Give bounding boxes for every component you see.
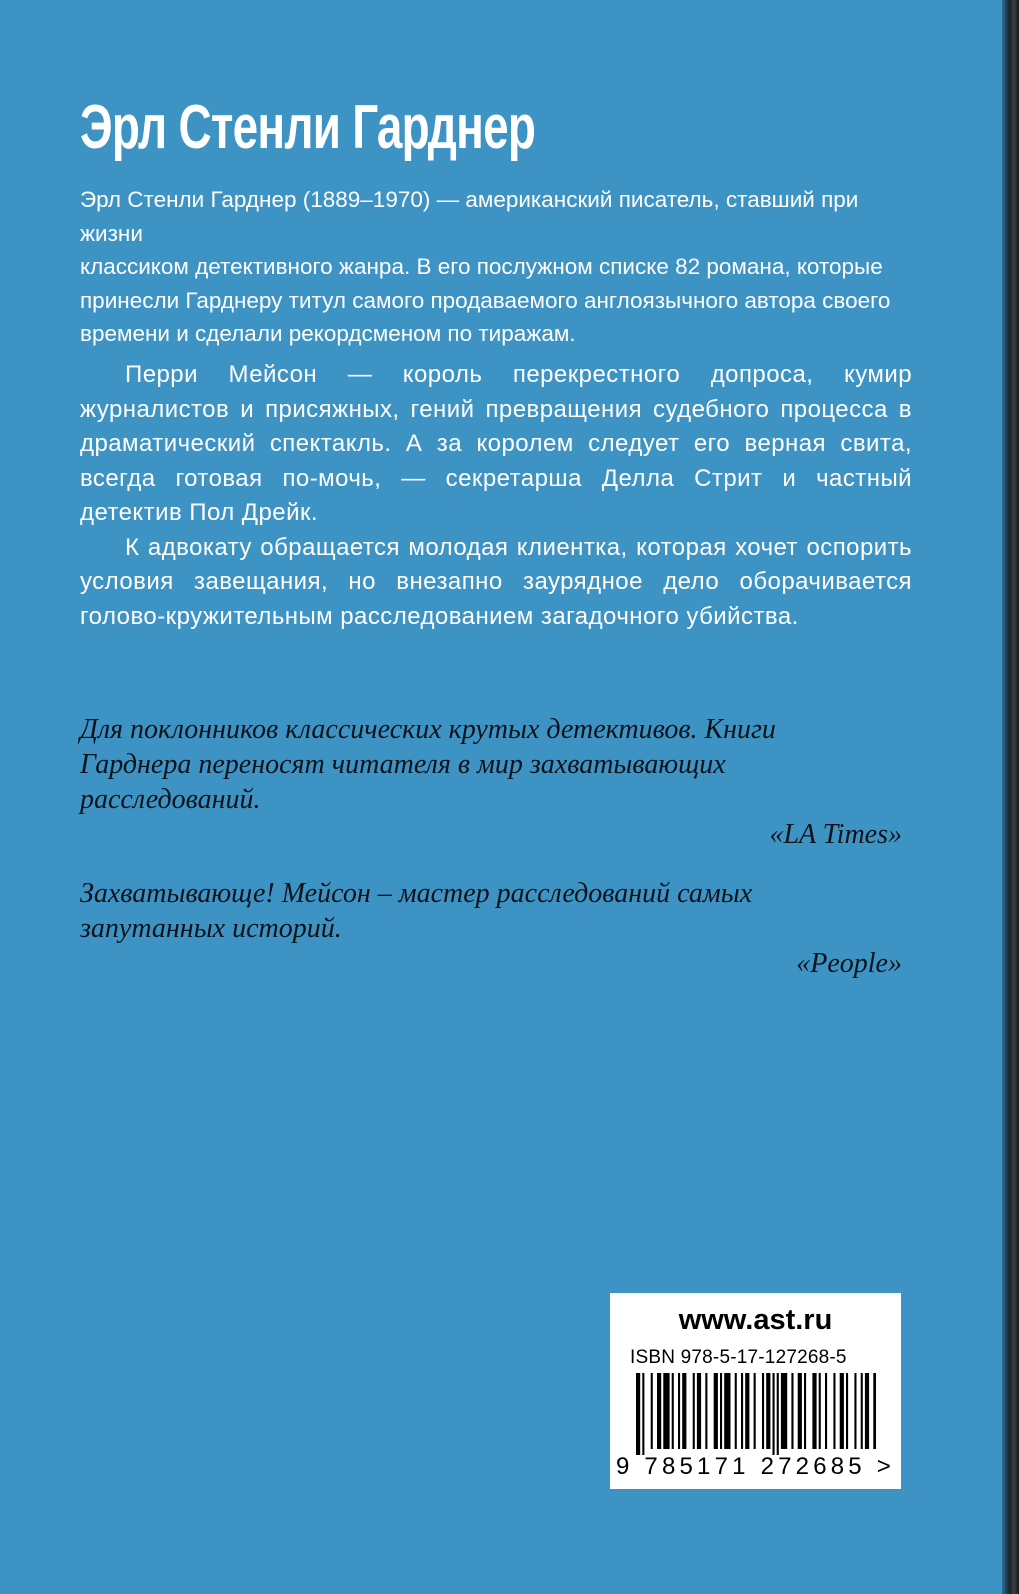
author-title: Эрл Стенли Гарднер xyxy=(80,93,536,162)
barcode-bar xyxy=(754,1373,756,1449)
barcode-bar xyxy=(705,1373,707,1449)
barcode-bar xyxy=(773,1373,775,1455)
barcode-bar xyxy=(781,1373,787,1449)
barcode-bar xyxy=(766,1373,770,1449)
barcode-bar xyxy=(745,1373,749,1449)
review-quote xyxy=(80,712,910,852)
barcode-bar xyxy=(777,1373,779,1455)
review-quote xyxy=(80,876,910,981)
quote-text: Захватывающе! Мейсон – мастер расследований самых запутанных историй. xyxy=(80,878,753,944)
quote-text: Для поклонников классических крутых детективов. Книги Гарднера переносят читателя в мир захватывающих расследований. xyxy=(80,714,776,815)
publisher-website: www.ast.ru xyxy=(678,1304,833,1336)
cover-edge-strip xyxy=(1002,0,1019,1594)
isbn-number: ISBN 978-5-17-127268-5 xyxy=(630,1347,847,1368)
barcode-bar xyxy=(833,1373,835,1449)
barcode-bar xyxy=(682,1373,686,1449)
synopsis-paragraph: Перри Мейсон — король перекрестного допроса, кумир журналистов и присяжных, гений превращения судебного процесса в драматический спектакль. А за королем следует его верная свита, всегда готовая по-мочь, — секретарша Делла Стрит и частный детектив Пол Дрейк. xyxy=(80,361,912,526)
book-synopsis xyxy=(80,358,912,634)
barcode-bar xyxy=(724,1373,730,1449)
barcode-panel xyxy=(610,1293,901,1489)
barcode-bar xyxy=(672,1373,674,1449)
barcode-bar xyxy=(825,1373,827,1449)
barcode-bar xyxy=(865,1373,869,1449)
quote-source: «LA Times» xyxy=(769,819,902,850)
barcode-digits: 9 785171 272685 > xyxy=(616,1453,895,1480)
barcode-bar xyxy=(642,1373,644,1455)
barcode-bar xyxy=(798,1373,802,1449)
barcode-bar xyxy=(693,1373,695,1449)
barcode-bar xyxy=(791,1373,793,1449)
synopsis-paragraph: К адвокату обращается молодая клиентка, которая хочет оспорить условия завещания, но внезапно заурядное дело оборачивается голово-кружительным расследованием загадочного убийства. xyxy=(80,533,912,630)
barcode-bar xyxy=(861,1373,863,1449)
barcode-bar xyxy=(657,1373,661,1449)
barcode-bar xyxy=(819,1373,821,1449)
barcode-bar xyxy=(812,1373,816,1449)
barcode-bar xyxy=(636,1373,640,1455)
barcode-bar xyxy=(854,1373,856,1449)
barcode-bar xyxy=(720,1373,722,1449)
barcode-icon xyxy=(636,1373,876,1455)
barcode-bar xyxy=(846,1373,848,1449)
barcode-bar xyxy=(873,1373,876,1449)
author-bio: Эрл Стенли Гарднер (1889–1970) — американский писатель, ставший при жизни классиком детективного жанра. В его послужном списке 82 романа, которые принесли Гарднеру титул самого продаваемого англоязычного автора своего времени и сделали рекордсменом по тиражам. xyxy=(80,187,891,346)
barcode-bar xyxy=(741,1373,743,1449)
barcode-bar xyxy=(697,1373,701,1449)
barcode-bar xyxy=(651,1373,653,1449)
quote-source: «People» xyxy=(796,948,902,979)
barcode-bar xyxy=(714,1373,718,1449)
barcode-bar xyxy=(663,1373,669,1449)
barcode-bar xyxy=(840,1373,844,1449)
barcode-bar xyxy=(804,1373,806,1449)
barcode-bar xyxy=(678,1373,680,1449)
barcode-bar xyxy=(762,1373,764,1449)
barcode-bar xyxy=(735,1373,737,1449)
